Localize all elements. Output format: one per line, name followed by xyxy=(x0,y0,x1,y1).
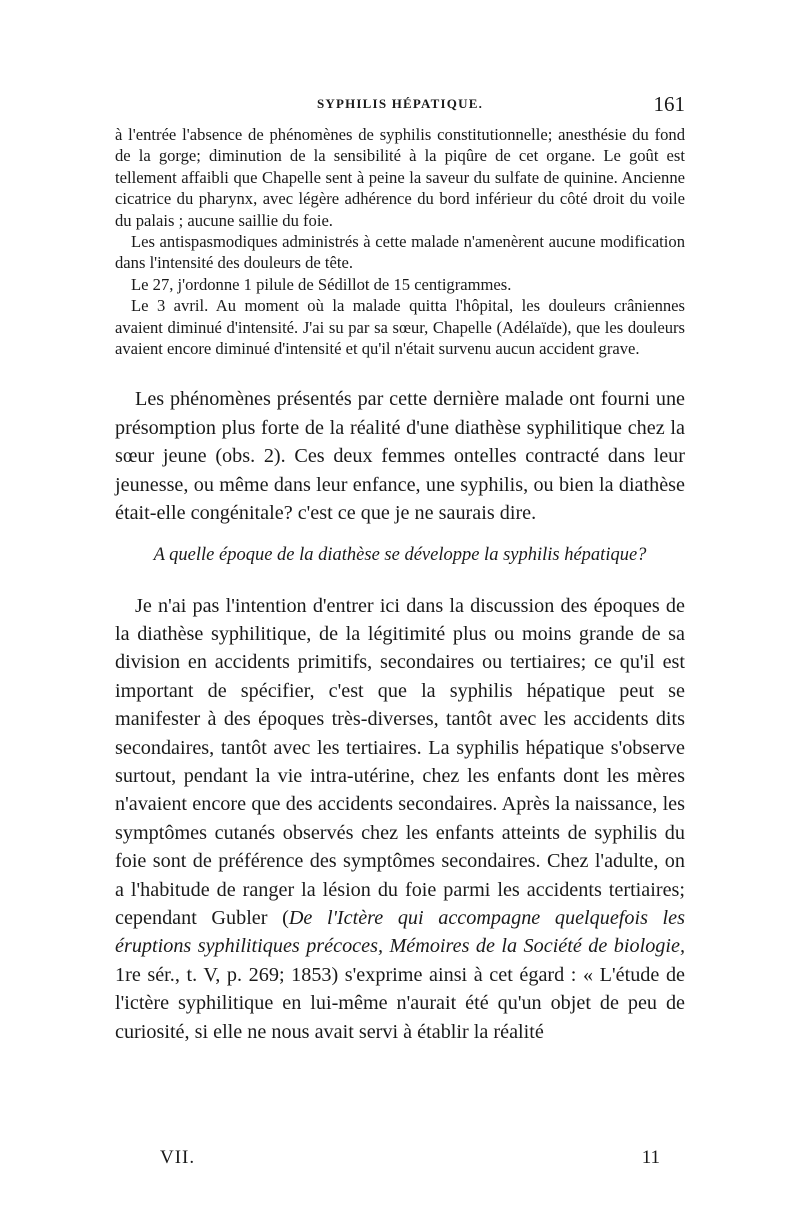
discussion-paragraph: Les phénomènes présentés par cette dernière malade ont fourni une présomption plus forte de la réalité d'une diathèse syphilitique chez la sœur jeune (obs. 2). Ces deux femmes ontelles contracté dans leur jeunesse, ou même dans leur enfance, une syphilis, ou bien la diathèse était-elle congénitale? c'est ce que je ne saurais dire. xyxy=(115,388,685,525)
section-body-paragraph xyxy=(115,592,685,1047)
signature-number: 11 xyxy=(641,1147,660,1168)
citation-title: De l'Ictère qui accompagne quelquefois les éruptions syphilitiques précoces, Mémoires de la Société de biologie, xyxy=(115,906,685,958)
page-number: 161 xyxy=(653,92,685,116)
case-note-paragraph: Le 27, j'ordonne 1 pilule de Sédillot de 15 centigrammes. xyxy=(131,274,512,294)
case-note-paragraph: Le 3 avril. Au moment où la malade quitta l'hôpital, les douleurs crâniennes avaient diminué d'intensité. J'ai su par sa sœur, Chapelle (Adélaïde), que les douleurs avaient encore diminué d'intensité et qu'il n'était survenu aucun accident grave. xyxy=(115,296,685,359)
section-heading: A quelle époque de la diathèse se développe la syphilis hépatique? xyxy=(153,544,647,565)
book-page xyxy=(115,92,685,1046)
body-text: 1re sér., t. V, p. 269; 1853) s'exprime ainsi à cet égard : « L'étude de l'ictère syphilitique en lui-même n'aurait été qu'un objet de peu de curiosité, si elle ne nous avait servi à établir la réalité xyxy=(115,963,685,1043)
body-text: Je n'ai pas l'intention d'entrer ici dans la discussion des époques de la diathèse syphilitique, de la légitimité plus ou moins grande de sa division en accidents primitifs, secondaires ou tertiaires; ce qu'il est important de spécifier, c'est que la syphilis hépatique peut se manifester à des époques très-diverses, tantôt avec les accidents dits secondaires, tantôt avec les tertiaires. La syphilis hépatique s'observe surtout, pendant la vie intra-utérine, chez les enfants dont les mères n'avaient encore que des accidents secondaires. Après la naissance, les symptômes cutanés observés chez les enfants atteints de syphilis du foie sont de préférence des symptômes secondaires. Chez l'adulte, on a l'habitude de ranger la lésion du foie parmi les accidents tertiaires; cependant Gubler ( xyxy=(115,594,685,929)
signature-mark: VII. xyxy=(160,1147,196,1168)
running-title: SYPHILIS HÉPATIQUE. xyxy=(316,96,484,111)
case-note-paragraph: à l'entrée l'absence de phénomènes de syphilis constitutionnelle; anesthésie du fond de la gorge; diminution de la sensibilité à la piqûre de cet organe. Le goût est tellement affaibli que Chapelle sent à peine la saveur du sulfate de quinine. Ancienne cicatrice du pharynx, avec légère adhérence du bord inférieur du côté droit du voile du palais ; aucune saillie du foie. xyxy=(115,125,685,230)
running-head xyxy=(115,92,685,118)
case-note-paragraph: Les antispasmodiques administrés à cette malade n'amenèrent aucune modification dans l'intensité des douleurs de tête. xyxy=(115,232,685,273)
